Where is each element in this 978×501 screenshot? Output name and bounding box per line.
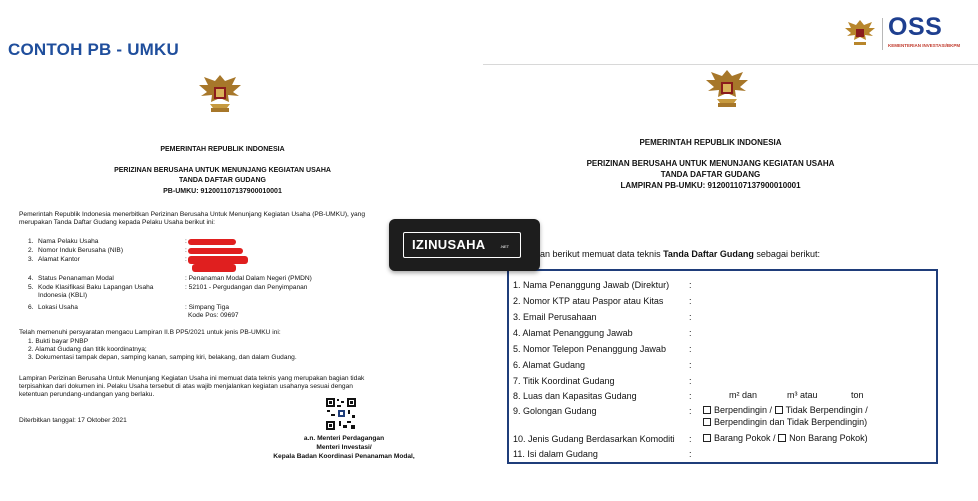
checkbox-berpendingin-dan-tidak[interactable] — [703, 418, 711, 426]
field-number: 3. — [28, 256, 34, 263]
right-title-2: TANDA DAFTAR GUDANG — [660, 170, 761, 179]
intro-prefix: an berikut memuat data teknis — [540, 249, 664, 259]
logo-separator — [882, 18, 883, 50]
form-row-label: 11. Isi dalam Gudang — [513, 449, 598, 459]
form-row-colon: : — [689, 449, 692, 459]
field-number: 2. — [28, 247, 34, 254]
option-label: Berpendingin dan Tidak Berpendingin) — [714, 417, 868, 427]
right-title-1: PERIZINAN BERUSAHA UNTUK MENUNJANG KEGIATAN USAHA — [586, 159, 835, 168]
form-row-label: 3. Email Perusahaan — [513, 312, 597, 322]
field-label: Alamat Kantor — [38, 256, 80, 263]
form-row-label: 2. Nomor KTP atau Paspor atau Kitas — [513, 296, 664, 306]
form-row-label: 4. Alamat Penanggung Jawab — [513, 328, 633, 338]
form-row-colon: : — [689, 360, 692, 370]
luas-m2: m² dan — [729, 390, 758, 400]
closing-paragraph-line: Lampiran Perizinan Berusaha Untuk Menunjang Kegiatan Usaha ini memuat data teknis yang merupakan bagian tidak — [19, 375, 365, 382]
luas-ton: ton — [851, 390, 864, 400]
option-label: Berpendingin / — [714, 405, 773, 415]
form-row-colon: : — [689, 391, 692, 401]
left-intro-line: Pemerintah Republik Indonesia menerbitkan Perizinan Berusaha Untuk Menunjang Kegiatan Usaha (PB-UMKU), yang — [19, 211, 365, 218]
form-row-label: 8. Luas dan Kapasitas Gudang — [513, 391, 637, 401]
left-document-page — [0, 66, 445, 501]
form-row-label: 1. Nama Penanggung Jawab (Direktur) — [513, 280, 670, 290]
jenis-options — [703, 433, 868, 444]
form-row-colon: : — [689, 328, 692, 338]
option-label: Barang Pokok / — [714, 433, 776, 443]
field-number: 4. — [28, 275, 34, 282]
checkbox-barang-pokok[interactable] — [703, 434, 711, 442]
form-row-label: 10. Jenis Gudang Berdasarkan Komoditi — [513, 434, 675, 444]
left-number: PB-UMKU: 912001107137900010001 — [163, 188, 282, 195]
checkbox-non-barang-pokok[interactable] — [778, 434, 786, 442]
form-row-label: 9. Golongan Gudang — [513, 406, 597, 416]
watermark-suffix: .NET — [500, 244, 510, 249]
watermark-frame — [403, 232, 521, 258]
form-row-label: 6. Alamat Gudang — [513, 360, 586, 370]
redaction-mark — [192, 264, 236, 272]
form-row-colon: : — [689, 434, 692, 444]
form-row-label: 5. Nomor Telepon Penanggung Jawab — [513, 344, 666, 354]
oss-subtitle: KEMENTERIAN INVESTASI/BKPM — [888, 43, 961, 48]
field-value: : — [185, 247, 187, 254]
oss-logo — [842, 14, 960, 54]
intro-bold: Tanda Daftar Gudang — [663, 249, 754, 259]
option-label: Non Barang Pokok) — [789, 433, 868, 443]
signature-line: Menteri Investasi/ — [316, 444, 372, 451]
form-row-label: 7. Titik Koordinat Gudang — [513, 376, 615, 386]
field-number: 5. — [28, 284, 34, 291]
field-label: Lokasi Usaha — [38, 304, 78, 311]
requirement-item: 2. Alamat Gudang dan titik koordinatnya; — [28, 346, 147, 353]
option-label: Tidak Berpendingin / — [785, 405, 868, 415]
requirement-item: 1. Bukti bayar PNBP — [28, 338, 89, 345]
left-title-2: TANDA DAFTAR GUDANG — [179, 177, 266, 184]
field-value: : Simpang Tiga — [185, 304, 229, 311]
qr-code — [325, 397, 357, 431]
garuda-emblem-icon — [842, 16, 878, 50]
field-value: : 52101 - Pergudangan dan Penyimpanan — [185, 284, 308, 291]
field-number: 6. — [28, 304, 34, 311]
checkbox-berpendingin[interactable] — [703, 406, 711, 414]
golongan-options-line2 — [703, 417, 867, 428]
field-number: 1. — [28, 238, 34, 245]
signature-line: a.n. Menteri Perdagangan — [303, 435, 385, 442]
left-header: PEMERINTAH REPUBLIK INDONESIA — [160, 146, 285, 153]
field-label: Kode Klasifikasi Baku Lapangan Usaha — [38, 284, 154, 291]
right-header: PEMERINTAH REPUBLIK INDONESIA — [639, 138, 782, 147]
right-document-page — [483, 64, 978, 501]
field-label: Nama Pelaku Usaha — [38, 238, 99, 245]
form-row-colon: : — [689, 406, 692, 416]
watermark-text: IZINUSAHA — [412, 237, 486, 252]
field-label: Indonesia (KBLI) — [38, 292, 88, 299]
requirement-item: 3. Dokumentasi tampak depan, samping kanan, samping kiri, belakang, dan dalam Gudang. — [28, 354, 297, 361]
garuda-emblem-icon — [196, 72, 244, 120]
right-intro — [540, 249, 820, 260]
closing-paragraph-line: terpisahkan dari dokumen ini. Pelaku Usaha tersebut di atas wajib menjalankan kegiatan usahanya sesuai dengan — [19, 383, 353, 390]
form-row-colon: : — [689, 312, 692, 322]
left-intro-line: merupakan Tanda Daftar Gudang kepada Pelaku Usaha berikut ini: — [19, 219, 215, 226]
field-label: Nomor Induk Berusaha (NIB) — [38, 247, 124, 254]
signature-line: Kepala Badan Koordinasi Penanaman Modal, — [273, 453, 415, 460]
redaction-mark — [188, 248, 243, 254]
luas-m3: m³ atau — [787, 390, 818, 400]
form-row-colon: : — [689, 280, 692, 290]
redaction-mark — [188, 256, 248, 264]
redaction-mark — [188, 239, 236, 245]
technical-data-form — [507, 269, 938, 464]
izinusaha-watermark — [389, 219, 540, 271]
intro-suffix: sebagai berikut: — [753, 249, 820, 259]
right-number: LAMPIRAN PB-UMKU: 912001107137900010001 — [620, 181, 801, 190]
form-row-colon: : — [689, 376, 692, 386]
requirements-intro: Telah memenuhi persyaratan mengacu Lampiran II.B PP5/2021 untuk jenis PB-UMKU ini: — [19, 329, 281, 336]
closing-paragraph-line: ketentuan perundang-undangan yang berlaku. — [19, 391, 155, 398]
left-title-1: PERIZINAN BERUSAHA UNTUK MENUNJANG KEGIATAN USAHA — [114, 167, 331, 174]
slide-title: CONTOH PB - UMKU — [8, 40, 179, 59]
field-value: : — [185, 256, 187, 263]
golongan-options — [703, 405, 868, 416]
checkbox-tidak-berpendingin[interactable] — [775, 406, 783, 414]
form-row-colon: : — [689, 344, 692, 354]
field-label: Status Penanaman Modal — [38, 275, 114, 282]
form-row-colon: : — [689, 296, 692, 306]
field-value: : — [185, 238, 187, 245]
field-value: : Penanaman Modal Dalam Negeri (PMDN) — [185, 275, 312, 282]
garuda-emblem-icon — [703, 67, 751, 115]
oss-wordmark: OSS — [888, 13, 943, 41]
issued-date: Diterbitkan tanggal: 17 Oktober 2021 — [19, 417, 127, 424]
field-value: Kode Pos: 09697 — [188, 312, 239, 319]
